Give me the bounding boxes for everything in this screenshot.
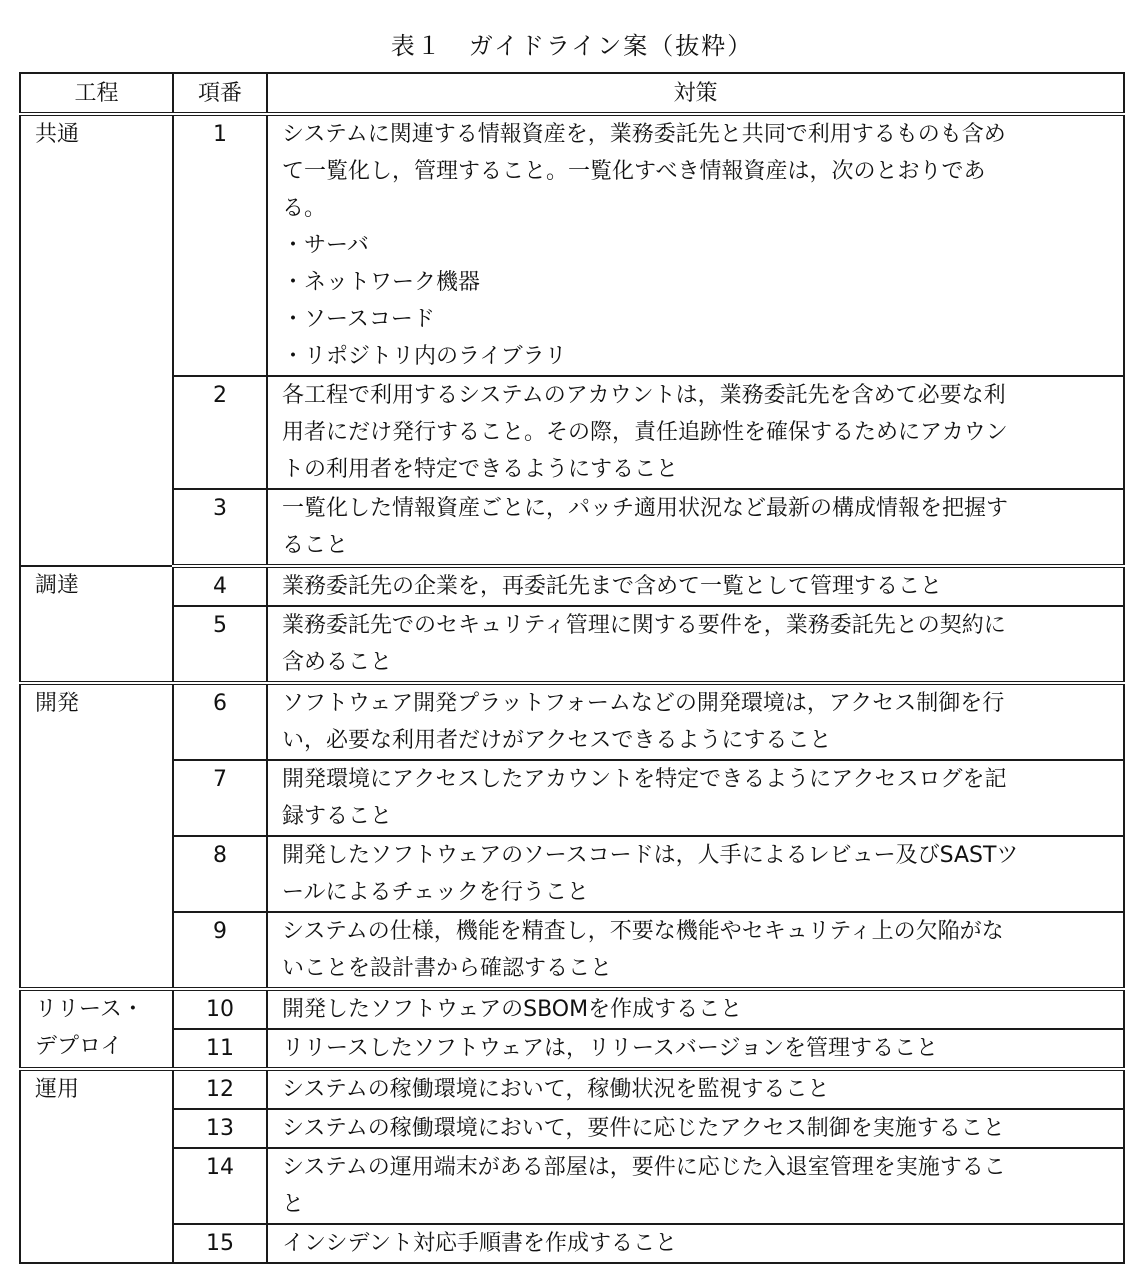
- number-cell: 11: [173, 1029, 267, 1069]
- measure-cell: [267, 760, 1124, 836]
- number-cell: 14: [173, 1148, 267, 1224]
- process-cell: 共通: [20, 114, 173, 566]
- header-measure: 対策: [267, 73, 1124, 114]
- table-row: [20, 114, 1124, 376]
- measure-cell: [267, 1148, 1124, 1224]
- measure-cell: [267, 489, 1124, 566]
- measure-line: ソフトウェア開発プラットフォームなどの開発環境は，アクセス制御を行: [282, 691, 1005, 716]
- measure-cell: [267, 1069, 1124, 1109]
- measure-line: ールによるチェックを行うこと: [282, 880, 589, 905]
- measure-cell: [267, 683, 1124, 760]
- number-cell: 4: [173, 566, 267, 606]
- measure-line: 業務委託先でのセキュリティ管理に関する要件を，業務委託先との契約に: [282, 613, 1006, 638]
- table-row: [20, 760, 1124, 836]
- process-cell: 開発: [20, 683, 173, 989]
- number-cell: 7: [173, 760, 267, 836]
- process-cell: 運用: [20, 1069, 173, 1263]
- measure-line: 一覧化した情報資産ごとに，パッチ適用状況など最新の構成情報を把握す: [282, 496, 1009, 521]
- measure-cell: [267, 1109, 1124, 1148]
- measure-line: ・サーバ: [282, 233, 369, 258]
- table-row: [20, 1069, 1124, 1109]
- measure-line: いことを設計書から確認すること: [282, 956, 613, 981]
- measure-line: 開発したソフトウェアのSBOMを作成すること: [282, 997, 743, 1022]
- measure-line: システムの仕様，機能を精査し，不要な機能やセキュリティ上の欠陥がな: [282, 919, 1004, 944]
- number-cell: 12: [173, 1069, 267, 1109]
- process-cell: [20, 989, 173, 1069]
- measure-line: 録すること: [282, 804, 393, 829]
- number-cell: 9: [173, 912, 267, 989]
- table-title: 表１ ガイドライン案（抜粋）: [390, 32, 754, 60]
- table-row: [20, 912, 1124, 989]
- number-cell: 1: [173, 114, 267, 376]
- table-row: [20, 606, 1124, 683]
- measure-line: 開発したソフトウェアのソースコードは，人手によるレビュー及びSASTツ: [282, 843, 1019, 868]
- measure-line: 用者にだけ発行すること。その際，責任追跡性を確保するためにアカウン: [282, 420, 1008, 445]
- measure-line: 含めること: [282, 650, 393, 675]
- measure-line: い，必要な利用者だけがアクセスできるようにすること: [282, 728, 832, 753]
- measure-cell: [267, 836, 1124, 912]
- header-process: 工程: [20, 73, 173, 114]
- measure-line: ・ネットワーク機器: [282, 270, 481, 295]
- header-number: 項番: [173, 73, 267, 114]
- guideline-table: [19, 72, 1125, 1264]
- measure-line: 開発環境にアクセスしたアカウントを特定できるようにアクセスログを記: [282, 767, 1007, 792]
- measure-line: と: [282, 1192, 305, 1217]
- measure-cell: [267, 989, 1124, 1029]
- table-row: [20, 836, 1124, 912]
- number-cell: 2: [173, 376, 267, 489]
- measure-cell: [267, 114, 1124, 376]
- table-row: [20, 1148, 1124, 1224]
- process-line: デプロイ: [35, 1034, 123, 1059]
- measure-line: システムの稼働環境において，要件に応じたアクセス制御を実施すること: [282, 1116, 1005, 1141]
- number-cell: 6: [173, 683, 267, 760]
- process-cell: 調達: [20, 566, 173, 683]
- measure-cell: [267, 566, 1124, 606]
- measure-cell: [267, 912, 1124, 989]
- number-cell: 5: [173, 606, 267, 683]
- table-row: [20, 489, 1124, 566]
- process-line: リリース・: [35, 997, 144, 1022]
- number-cell: 10: [173, 989, 267, 1029]
- measure-cell: [267, 606, 1124, 683]
- measure-cell: [267, 1029, 1124, 1069]
- measure-line: システムの運用端末がある部屋は，要件に応じた入退室管理を実施するこ: [282, 1155, 1006, 1180]
- number-cell: 15: [173, 1224, 267, 1263]
- table-row: [20, 1029, 1124, 1069]
- number-cell: 8: [173, 836, 267, 912]
- measure-line: インシデント対応手順書を作成すること: [282, 1231, 678, 1256]
- measure-line: ・リポジトリ内のライブラリ: [282, 344, 567, 369]
- measure-cell: [267, 376, 1124, 489]
- measure-line: ・ソースコード: [282, 307, 435, 332]
- measure-line: 業務委託先の企業を，再委託先まで含めて一覧として管理すること: [282, 574, 943, 599]
- measure-line: システムの稼働環境において，稼働状況を監視すること: [282, 1077, 830, 1102]
- measure-line: る。: [282, 196, 327, 221]
- number-cell: 3: [173, 489, 267, 566]
- table-row: [20, 989, 1124, 1029]
- table-row: [20, 566, 1124, 606]
- table-row: [20, 683, 1124, 760]
- measure-line: ること: [282, 533, 349, 558]
- measure-line: 各工程で利用するシステムのアカウントは，業務委託先を含めて必要な利: [282, 383, 1006, 408]
- number-cell: 13: [173, 1109, 267, 1148]
- table-row: [20, 1224, 1124, 1263]
- measure-cell: [267, 1224, 1124, 1263]
- measure-line: トの利用者を特定できるようにすること: [282, 457, 679, 482]
- header-row: [20, 73, 1124, 114]
- measure-line: リリースしたソフトウェアは，リリースバージョンを管理すること: [282, 1036, 939, 1061]
- measure-line: て一覧化し，管理すること。一覧化すべき情報資産は，次のとおりであ: [282, 159, 986, 184]
- table-row: [20, 376, 1124, 489]
- measure-line: システムに関連する情報資産を，業務委託先と共同で利用するものも含め: [282, 122, 1006, 147]
- table-row: [20, 1109, 1124, 1148]
